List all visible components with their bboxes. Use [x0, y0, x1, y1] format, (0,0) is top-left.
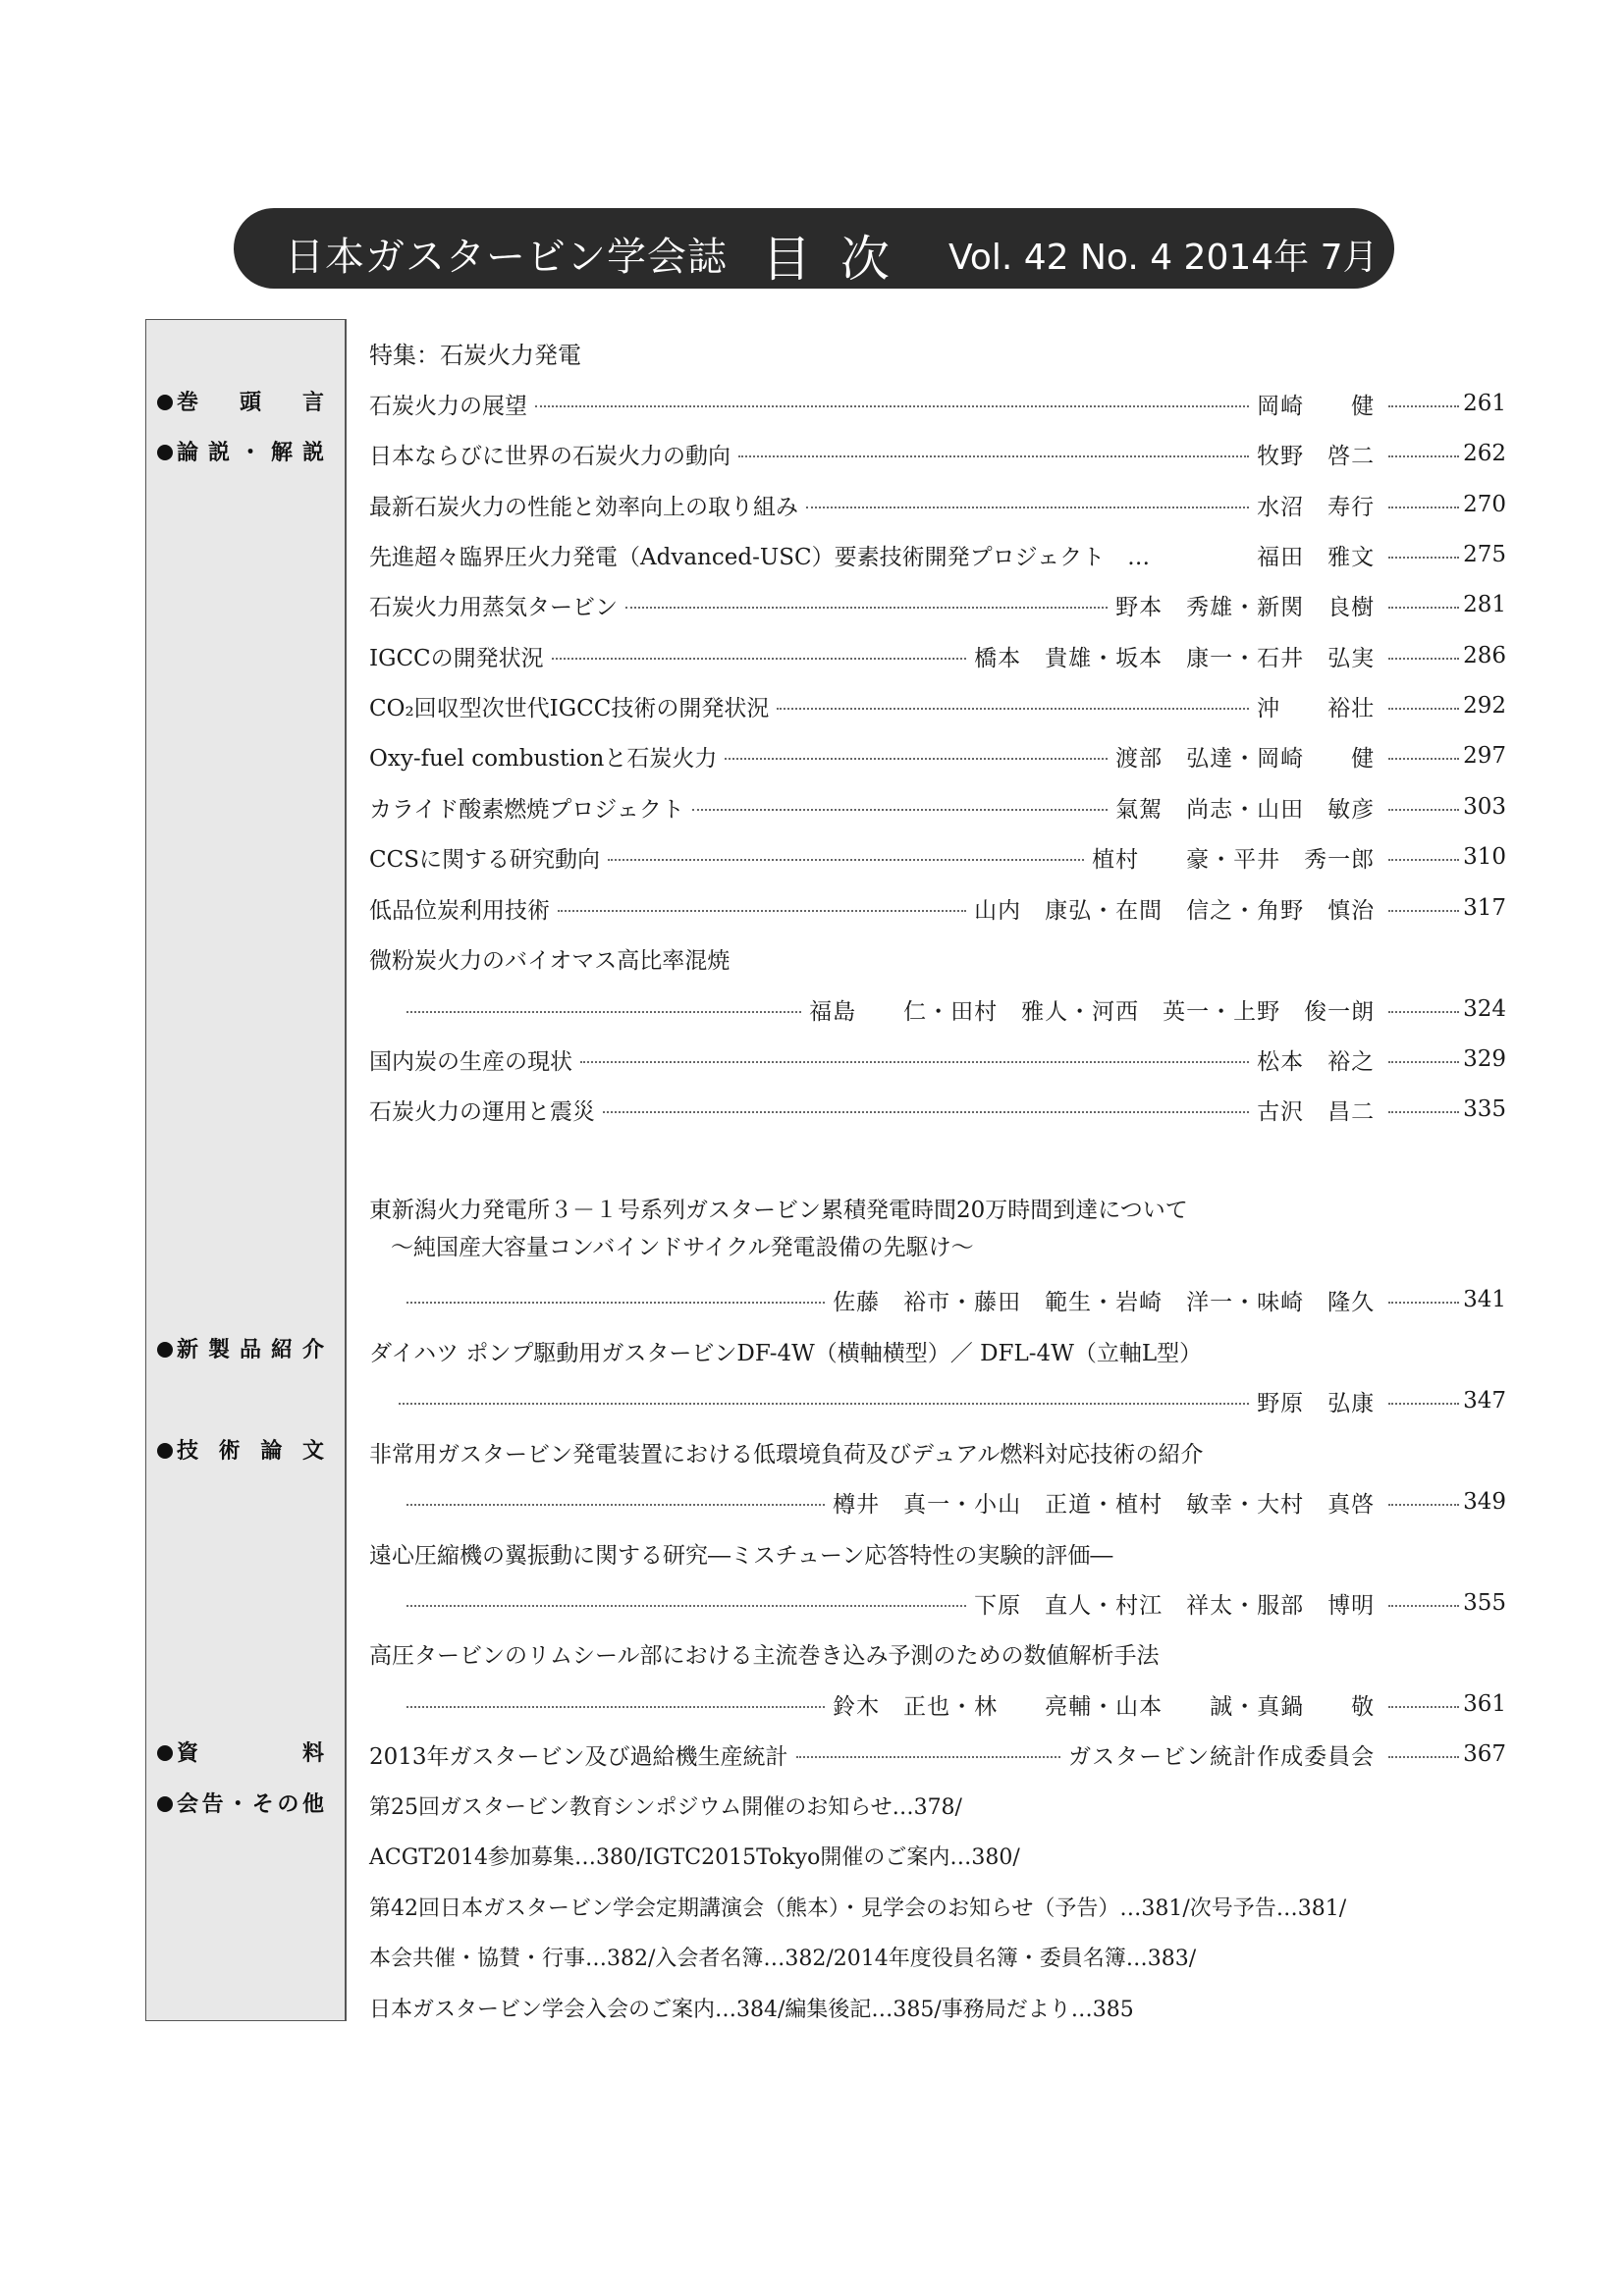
- leader-dots: [1388, 1403, 1459, 1405]
- toc-entry[interactable]: [369, 535, 1506, 574]
- leader-dots: [1388, 1302, 1459, 1304]
- leader-dots: [1388, 507, 1459, 508]
- leader-dots: [796, 1756, 1061, 1758]
- leader-dots: [1388, 557, 1459, 559]
- entry-page: 329: [1463, 1046, 1506, 1072]
- entry-page: 286: [1463, 643, 1506, 668]
- toc-entry[interactable]: [369, 636, 1506, 675]
- entry-page: 270: [1463, 492, 1506, 517]
- entry-page: 367: [1463, 1741, 1506, 1767]
- leader-dots: [806, 507, 1249, 508]
- entry-page: 292: [1463, 693, 1506, 719]
- entry-title: 2013年ガスタービン及び過給機生産統計: [369, 1743, 788, 1770]
- leader-dots: [1388, 405, 1459, 407]
- bullet-icon: [157, 1745, 173, 1761]
- toc-entry-title-only[interactable]: [369, 1188, 1506, 1227]
- entry-title: 国内炭の生産の現状: [369, 1048, 572, 1075]
- leader-dots: [1388, 809, 1459, 811]
- entry-authors: 沖 裕壮: [1257, 695, 1376, 721]
- leader-dots: [535, 405, 1249, 407]
- leader-dots: [1388, 1706, 1459, 1708]
- leader-dots: [1388, 658, 1459, 660]
- entry-authors: 鈴木 正也・林 亮輔・山本 誠・真鍋 敬: [833, 1693, 1376, 1720]
- entry-title: 石炭火力の運用と震災: [369, 1098, 595, 1125]
- entry-authors: 下原 直人・村江 祥太・服部 博明: [974, 1592, 1376, 1619]
- bullet-icon: [157, 445, 173, 460]
- entry-title: ダイハツ ポンプ駆動用ガスタービンDF-4W（横軸横型）／ DFL-4W（立軸L型）: [369, 1340, 1203, 1366]
- leader-dots: [625, 607, 1108, 609]
- bullet-icon: [157, 1443, 173, 1459]
- toc-entry[interactable]: [369, 736, 1506, 775]
- toc-entry-authors-line[interactable]: [369, 1482, 1506, 1522]
- leader-dots: [1388, 1111, 1459, 1113]
- leader-dots: [1388, 455, 1459, 457]
- toc-entry[interactable]: [369, 485, 1506, 524]
- toc-entry-title-only[interactable]: [369, 1533, 1506, 1573]
- toc-entry[interactable]: [369, 837, 1506, 877]
- leader-dots: [406, 1706, 825, 1708]
- entry-title: Oxy-fuel combustionと石炭火力: [369, 745, 718, 772]
- notice-line[interactable]: ACGT2014参加募集…380/IGTC2015Tokyo開催のご案内…380/: [369, 1844, 1020, 1870]
- toc-entry-title-only[interactable]: [369, 1432, 1506, 1471]
- toc-entry-title-only[interactable]: [369, 938, 1506, 978]
- leader-dots: [406, 1302, 825, 1304]
- leader-dots: [738, 455, 1249, 457]
- leader-dots: [777, 708, 1249, 710]
- toc-title-bar: [234, 208, 1394, 289]
- leader-dots: [406, 1011, 801, 1013]
- leader-dots: [406, 1605, 966, 1607]
- entry-title: 遠心圧縮機の翼振動に関する研究―ミスチューン応答特性の実験的評価―: [369, 1542, 1113, 1569]
- entry-title: カライド酸素燃焼プロジェクト: [369, 796, 684, 823]
- leader-dots: [552, 658, 966, 660]
- entry-authors: 橋本 貴雄・坂本 康一・石井 弘実: [974, 645, 1376, 671]
- entry-authors: 樽井 真一・小山 正道・植村 敏幸・大村 真啓: [833, 1491, 1376, 1518]
- entry-title: 微粉炭火力のバイオマス高比率混焼: [369, 947, 731, 974]
- category-foreword: 巻頭言: [157, 384, 324, 423]
- entry-page: 275: [1463, 542, 1506, 567]
- leader-dots: [558, 910, 966, 912]
- leader-dots: [1388, 1504, 1459, 1506]
- entry-authors: 野本 秀雄・新関 良樹: [1115, 594, 1376, 620]
- leader-dots: [399, 1403, 1249, 1405]
- leader-dots: [1388, 1061, 1459, 1063]
- toc-entry-title-only[interactable]: [369, 1331, 1506, 1370]
- leader-dots: [1388, 859, 1459, 861]
- bullet-icon: [157, 395, 173, 410]
- entry-page: 361: [1463, 1691, 1506, 1717]
- entry-authors: 松本 裕之: [1257, 1048, 1376, 1075]
- entry-title: IGCCの開発状況: [369, 645, 544, 671]
- entry-page: 310: [1463, 844, 1506, 870]
- category-new-products: 新製品紹介: [157, 1331, 324, 1370]
- entry-page: 303: [1463, 794, 1506, 820]
- leader-dots: [580, 1061, 1249, 1063]
- entry-title: 石炭火力の展望: [369, 393, 527, 419]
- toc-entry-subtitle[interactable]: [369, 1225, 1506, 1264]
- entry-page: 355: [1463, 1590, 1506, 1616]
- journal-name: 日本ガスタービン学会誌: [285, 235, 728, 280]
- leader-dots: [725, 758, 1108, 760]
- toc-entry[interactable]: [369, 888, 1506, 928]
- entry-authors: 古沢 昌二: [1257, 1098, 1376, 1125]
- entry-page: 324: [1463, 996, 1506, 1022]
- entry-title: CO₂回収型次世代IGCC技術の開発状況: [369, 695, 770, 721]
- leader-dots: [692, 809, 1108, 811]
- bullet-icon: [157, 1342, 173, 1358]
- entry-page: 261: [1463, 391, 1506, 416]
- entry-page: 347: [1463, 1388, 1506, 1414]
- entry-title: 日本ならびに世界の石炭火力の動向: [369, 443, 731, 469]
- toc-entry[interactable]: [369, 686, 1506, 725]
- entry-title: 先進超々臨界圧火力発電（Advanced-USC）要素技術開発プロジェクト …: [369, 544, 1151, 570]
- entry-authors: 岡崎 健: [1257, 393, 1376, 419]
- entry-authors: 福島 仁・田村 雅人・河西 英一・上野 俊一朗: [809, 998, 1376, 1025]
- entry-authors: 氣駕 尚志・山田 敏彦: [1115, 796, 1376, 823]
- notice-line[interactable]: 本会共催・協賛・行事…382/入会者名簿…382/2014年度役員名簿・委員名簿…383/: [369, 1946, 1197, 1971]
- entry-title: CCSに関する研究動向: [369, 846, 600, 873]
- entry-page: 262: [1463, 441, 1506, 466]
- bullet-icon: [157, 1796, 173, 1812]
- leader-dots: [1388, 758, 1459, 760]
- leader-dots: [1388, 708, 1459, 710]
- entry-page: 297: [1463, 743, 1506, 769]
- category-data: 資料: [157, 1735, 324, 1774]
- toc-entry[interactable]: [369, 1040, 1506, 1079]
- leader-dots: [1388, 1011, 1459, 1013]
- toc-label: 目次: [762, 231, 919, 288]
- entry-page: 341: [1463, 1287, 1506, 1312]
- sidebar-divider: [346, 319, 347, 2021]
- toc-entry-title-only[interactable]: [369, 1633, 1506, 1673]
- toc-entry-authors-line[interactable]: [369, 1381, 1506, 1420]
- leader-dots: [1388, 1756, 1459, 1758]
- entry-page: 349: [1463, 1489, 1506, 1515]
- entry-authors: 佐藤 裕市・藤田 範生・岩崎 洋一・味崎 隆久: [833, 1289, 1376, 1315]
- entry-title: 低品位炭利用技術: [369, 897, 550, 924]
- leader-dots: [1388, 1605, 1459, 1607]
- entry-authors: 牧野 啓二: [1257, 443, 1376, 469]
- notice-line[interactable]: 第42回日本ガスタービン学会定期講演会（熊本）・見学会のお知らせ（予告）…381/次号予告…381/: [369, 1896, 1347, 1921]
- entry-page: 281: [1463, 592, 1506, 617]
- volume-issue: Vol. 42 No. 4 2014年 7月: [948, 238, 1379, 278]
- toc-entry-authors-line[interactable]: [369, 1684, 1506, 1724]
- entry-title: 最新石炭火力の性能と効率向上の取り組み: [369, 494, 798, 520]
- entry-title: 非常用ガスタービン発電装置における低環境負荷及びデュアル燃料対応技術の紹介: [369, 1441, 1204, 1468]
- category-review: 論説・解説: [157, 434, 324, 473]
- toc-entry-authors-line[interactable]: [369, 989, 1506, 1029]
- toc-entry[interactable]: [369, 384, 1506, 423]
- notice-line[interactable]: 第25回ガスタービン教育シンポジウム開催のお知らせ…378/: [369, 1794, 962, 1820]
- entry-subtitle: ～純国産大容量コンバインドサイクル発電設備の先駆け～: [391, 1234, 974, 1260]
- entry-authors: 福田 雅文: [1257, 544, 1376, 570]
- leader-dots: [603, 1111, 1249, 1113]
- leader-dots: [1388, 910, 1459, 912]
- entry-title: 東新潟火力発電所３－１号系列ガスタービン累積発電時間20万時間到達について: [369, 1197, 1188, 1223]
- leader-dots: [406, 1504, 825, 1506]
- special-feature-heading: 特集：石炭火力発電: [369, 341, 581, 369]
- entry-title: 石炭火力用蒸気タービン: [369, 594, 618, 620]
- toc-entry-authors-line[interactable]: [369, 1280, 1506, 1319]
- toc-entry[interactable]: [369, 585, 1506, 624]
- entry-authors: 山内 康弘・在間 信之・角野 慎治: [974, 897, 1376, 924]
- entry-authors: 野原 弘康: [1257, 1390, 1376, 1416]
- toc-entry[interactable]: [369, 1735, 1506, 1774]
- entry-page: 317: [1463, 895, 1506, 921]
- entry-page: 335: [1463, 1096, 1506, 1122]
- toc-entry[interactable]: [369, 434, 1506, 473]
- leader-dots: [608, 859, 1084, 861]
- category-technical-papers: 技術論文: [157, 1432, 324, 1471]
- entry-authors: 水沼 寿行: [1257, 494, 1376, 520]
- leader-dots: [1388, 607, 1459, 609]
- entry-authors: ガスタービン統計作成委員会: [1068, 1743, 1376, 1770]
- toc-entry[interactable]: [369, 787, 1506, 827]
- toc-entry[interactable]: [369, 1090, 1506, 1129]
- category-notices: 会告・その他: [157, 1786, 324, 1825]
- entry-authors: 渡部 弘達・岡崎 健: [1115, 745, 1376, 772]
- notice-line[interactable]: 日本ガスタービン学会入会のご案内…384/編集後記…385/事務局だより…385: [369, 1997, 1134, 2022]
- entry-authors: 植村 豪・平井 秀一郎: [1092, 846, 1376, 873]
- entry-title: 高圧タービンのリムシール部における主流巻き込み予測のための数値解析手法: [369, 1642, 1160, 1669]
- toc-entry-authors-line[interactable]: [369, 1583, 1506, 1623]
